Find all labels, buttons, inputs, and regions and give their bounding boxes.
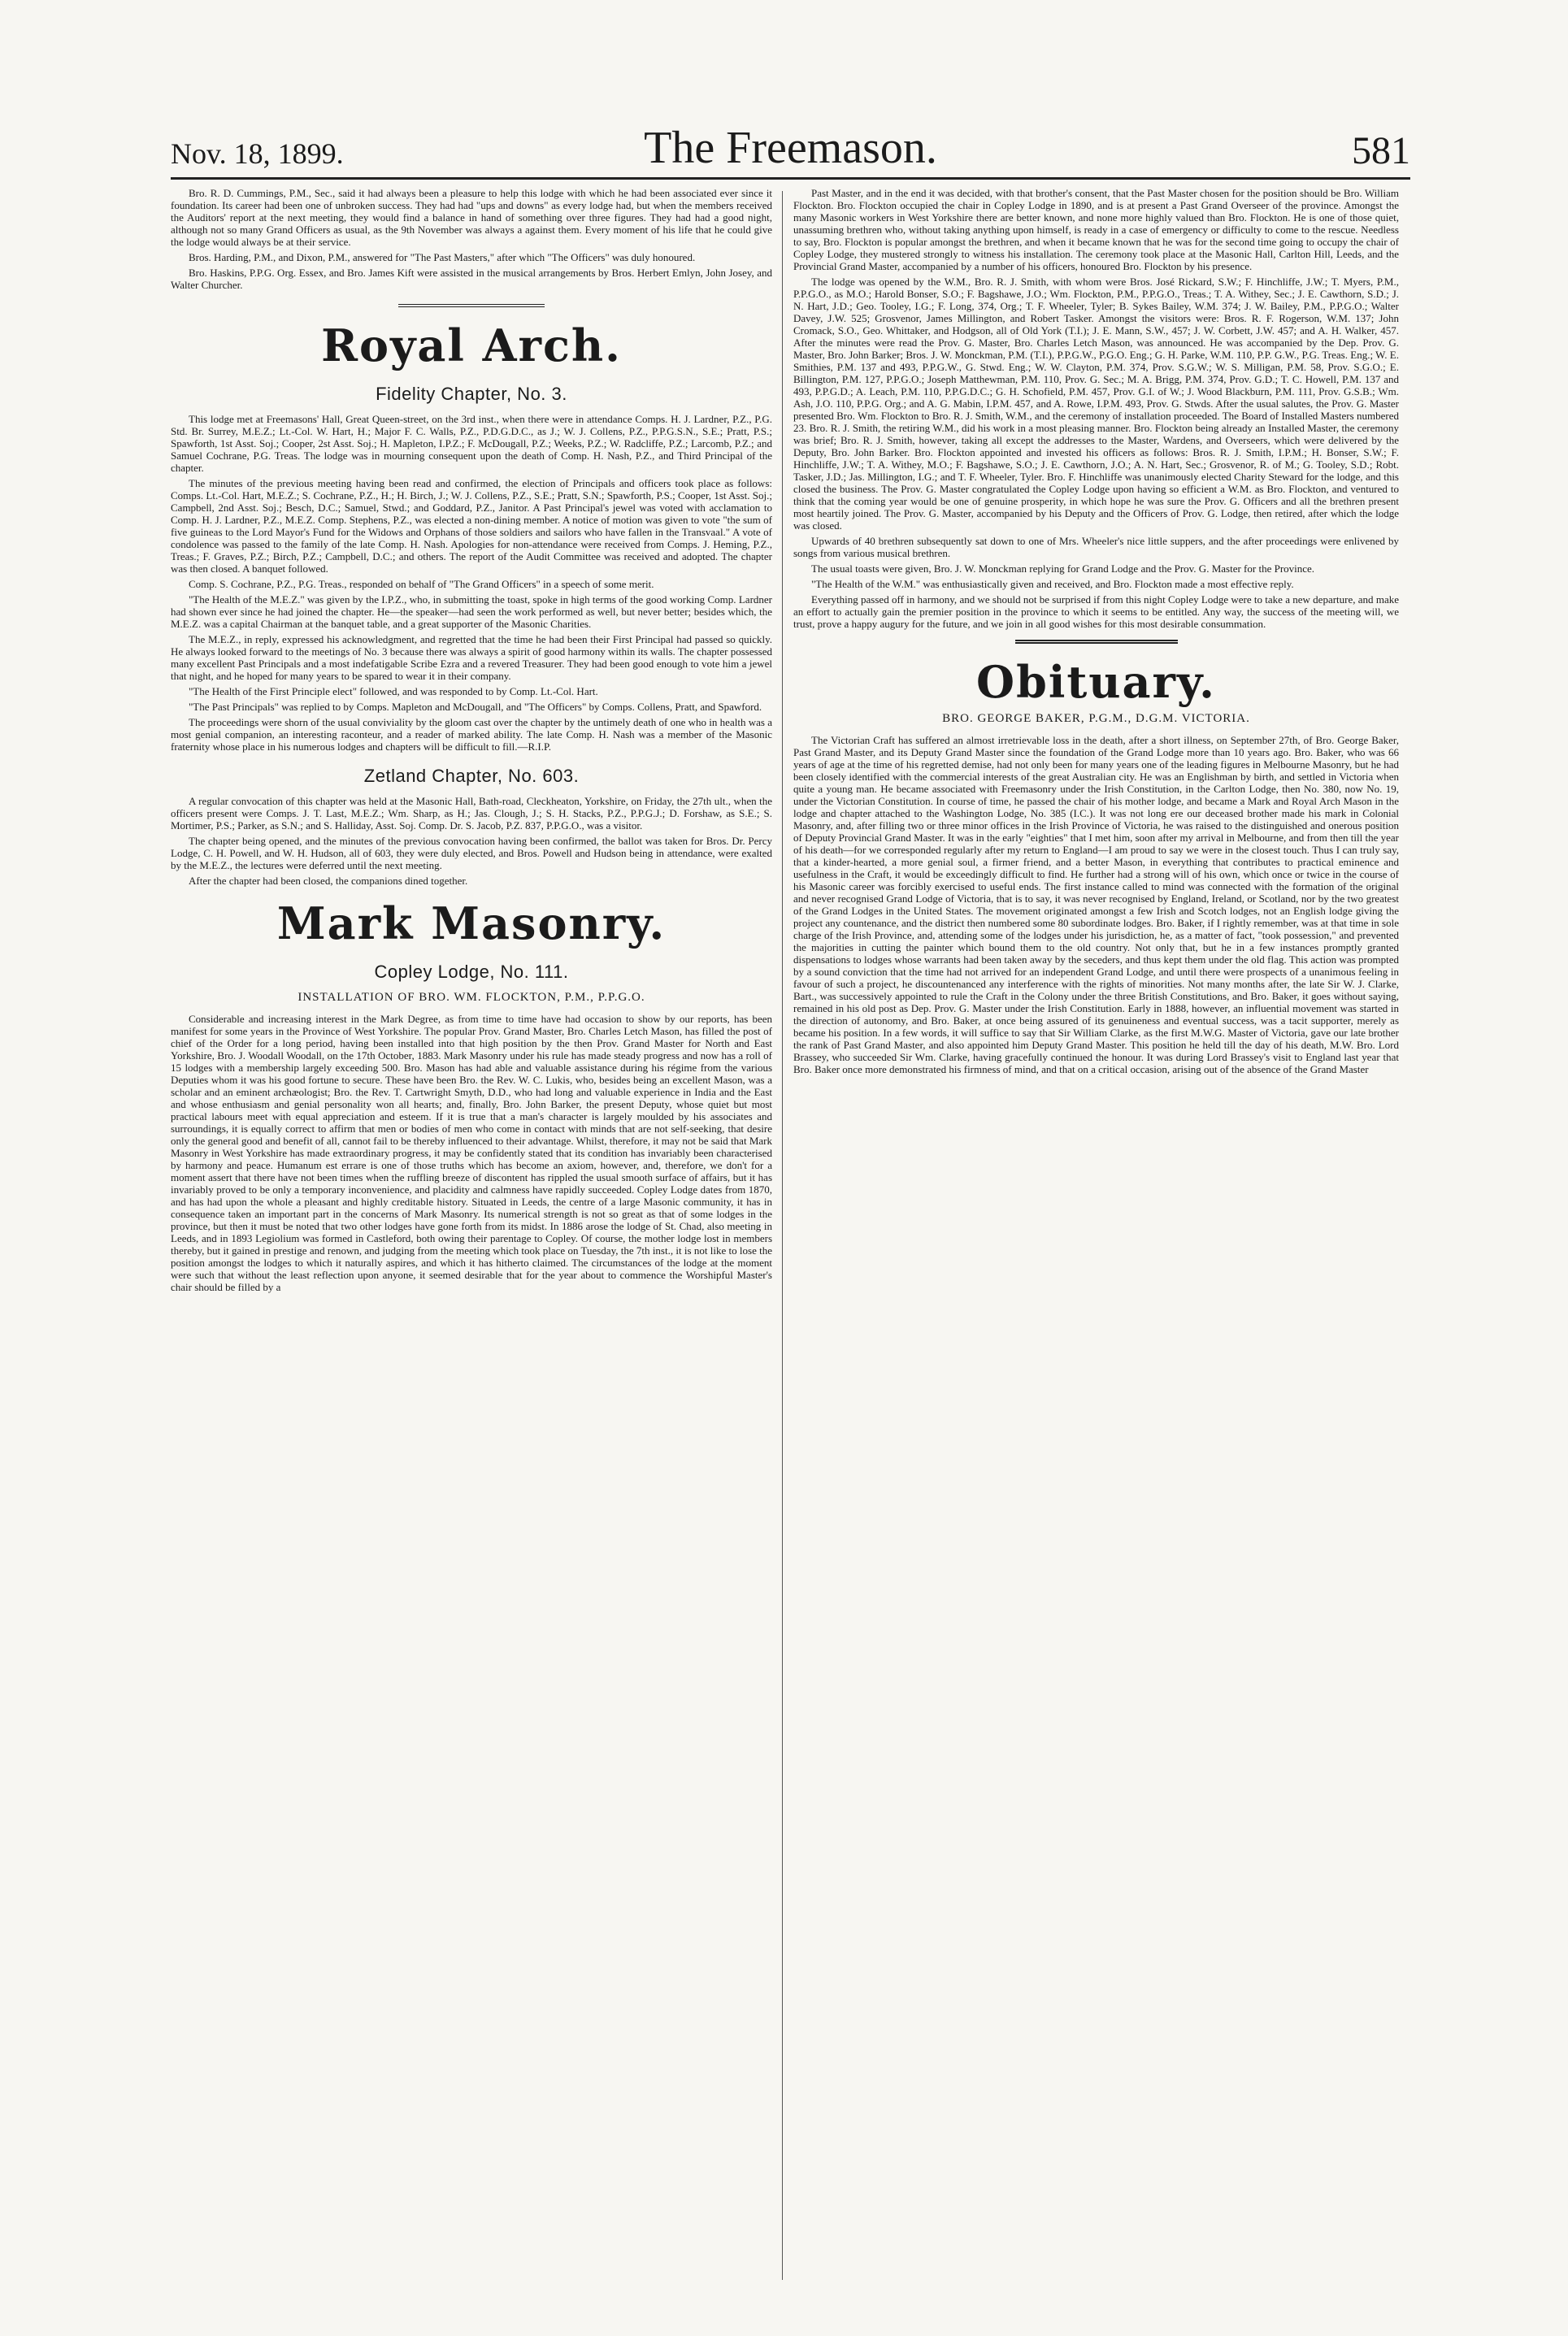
copley-paragraph: Considerable and increasing interest in the Mark Degree, as from time to time have had occasion to show by our reports, has been manifest for some years in the Province of West Yorkshire. The popular Prov. Grand Master, Bro. Charles Letch Mason, has filled the post of chief of the Order for a long period, having been installed into that high position by the then Prov. Grand Master for North and East Yorkshire, Bro. J. Woodall Woodall, on the 17th October, 1883. Mark Masonry under his rule has made steady progress and now has a roll of 15 lodges with a membership largely exceeding 500. Bro. Mason has had able and valuable assistance during his régime from the various Deputies whom it was his good fortune to secure. These have been Bro. the Rev. W. C. Lukis, who, besides being an excellent Mason, was a scholar and an eminent archæologist; Bro. the Rev. T. Cartwright Smyth, D.D., who had long and valuable experience in India and the East and whose enthusiasm and genial personality won all hearts; and, finally, Bro. John Barker, the present Deputy, whose quiet but most practical labours meet with equal appreciation and esteem. If it is true that a man's character is largely moulded by his associates and surroundings, it is equally correct to affirm that men or bodies of men who come in contact with minds that are not self-seeking, that desire only the general good and benefit of all, cannot fail to be thereby influenced to their advantage. Whilst, therefore, it may not be said that Mark Masonry in West Yorkshire has made extraordinary progress, it may be confidently stated that its condition has invariably been characterised by harmony and peace. Humanum est errare is one of those truths which has become an axiom, however, and, therefore, we don't for a moment assert that there have not been times when the ruffling breeze of discontent has rippled the usual smooth surface of affairs, but it has invariably proved to be only a temporary inconvenience, and placidity and calmness have rapidly succeeded. Copley Lodge dates from 1870, and has had upon the whole a pleasant and highly creditable history. Situated in Leeds, the centre of a large Masonic community, it has in consequence taken an important part in the concerns of Mark Masonry. Its numerical strength is not so great as that of some lodges in the province, but then it must be noted that two other lodges have gone forth from its midst. In 1886 arose the lodge of St. Chad, also meeting in Leeds, and in 1893 Legiolium was formed in Castleford, both owing their parentage to Copley. Of course, the mother lodge lost in members thereby, but it gained in prestige and renown, and judging from the meeting which took place on Tuesday, the 7th inst., it is not like to lose the position amongst the lodges to which it naturally aspires, and which it has hitherto claimed. The circumstances of the lodge at the moment were such that without the least reflection upon anyone, it seemed desirable that for the year about to commence the Worshipful Master's chair should be filled by a: [171, 1013, 772, 1293]
copley-continued-paragraph: The lodge was opened by the W.M., Bro. R. J. Smith, with whom were Bros. José Rickard, S.W.; F. Hinchliffe, J.W.; T. Myers, P.M., P.P.G.O., as M.O.; Harold Bonser, S.O.; F. Bagshawe, J.O.; Wm. Flockton, P.M., P.P.G.O., Treas.; T. A. Withey, Sec.; J. E. Cawthorn, S.D.; J. N. Hart, J.D.; Geo. Tooley, I.G.; F. Long, 374, Org.; T. F. Wheeler, Tyler; B. Sykes Bailey, W.M. 374; J. W. Bailey, P.M., P.P.G.O.; Walter Davey, J.W. 525; Grosvenor, James Millington, and Robert Tasker. Amongst the visitors were: Bros. R. F. Rogerson, W.M. 137; John Cromack, S.O., Geo. Whittaker, and Hodgson, all of Old York (T.I.); J. E. Mann, S.W., 457; J. W. Corbett, J.W. 457; and A. H. Walker, 457. After the minutes were read the Prov. G. Master, Bro. Charles Letch Mason, was announced. He was accompanied by the Dep. Prov. G. Master, Bro. John Barker; Bros. J. W. Monckman, P.M. (T.I.), P.P.G.W., P.G.O. Eng.; G. H. Parke, W.M. 110, P.P. G.W., P.G. Treas. Eng.; W. E. Smithies, P.M. 137 and 493, P.P.G.W., G. Stwd. Eng.; W. W. Clayton, P.M. 374, Prov. S.G.W.; W. S. Milligan, P.M. 58, Prov. S.G.O.; E. Billington, P.M. 127, P.P.G.O.; Joseph Matthewman, P.M. 110, Prov. G. Sec.; M. A. Brigg, P.M. 374, Prov. G.D.; T. C. Howell, P.M. 137 and 493, P.P.G.D.; A. Leach, P.M. 110, P.P.G.D.C.; G. H. Schofield, P.M. 457, Prov. G.I. of W.; J. Wood Blackburn, P.M. 111, Prov. G.S.B.; Wm. Ash, J.O. 110, P.P.G. Org.; and A. G. Mabin, I.P.M. 457, and A. Rowe, I.P.M. 493, Prov. G. Stwds. After the usual salutes, the Prov. G. Master presented Bro. Wm. Flockton to Bro. R. J. Smith, W.M., and the ceremony of installation proceeded. The Board of Installed Masters numbered 23. Bro. R. J. Smith, the retiring W.M., did his work in a most pleasing manner. Bro. Flockton being already an Installed Master, the ceremony was brief; Bro. R. J. Smith, however, taking all except the addresses to the Master, Wardens, and Overseers, which were delivered by the Deputy, Bro. John Barker. Bro. Flockton appointed and invested his officers as follows: Bros. R. J. Smith, I.P.M.; H. Bonser, S.W.; F. Hinchliffe, J.W.; T. A. Withey, M.O.; F. Bagshawe, S.O.; J. E. Cawthorn, J.O.; A. N. Hart, Sec.; Grosvenor, R. of M.; G. Tooley, S.D.; Robt. Tasker, J.D.; Jas. Millington, I.G.; and T. F. Wheeler, Tyler. Bro. F. Hinchliffe was unanimously elected Charity Steward for the lodge, and this closed the business. The Prov. G. Master congratulated the Copley Lodge upon having so efficient a W.M. as Bro. Flockton, and ventured to think that the coming year would be one of genuine prosperity, in which hope he was sure the Prov. G. Officers and all the brethren present most heartily joined. The Prov. G. Master, accompanied by his Deputy and the Officers of Prov. G. Lodge, then retired, after which the lodge was closed.: [793, 276, 1399, 532]
installation-caption: INSTALLATION OF BRO. WM. FLOCKTON, P.M., P.P.G.O.: [298, 991, 645, 1004]
fidelity-chapter-title: Fidelity Chapter, No. 3.: [376, 384, 567, 404]
copley-continued-paragraph: "The Health of the W.M." was enthusiastically given and received, and Bro. Flockton made a most effective reply.: [811, 578, 1294, 590]
copley-continued-paragraph: The usual toasts were given, Bro. J. W. Monckman replying for Grand Lodge and the Prov. G. Master for the Province.: [811, 562, 1315, 575]
masthead-rule: [171, 177, 1410, 180]
copley-lodge-title: Copley Lodge, No. 111.: [374, 962, 569, 982]
zetland-chapter-title: Zetland Chapter, No. 603.: [363, 766, 580, 786]
fidelity-paragraph: The minutes of the previous meeting having been read and confirmed, the election of Principals and officers took place as follows: Comps. Lt.-Col. Hart, M.E.Z.; S. Cochrane, P.Z., H.; H. Birch, J.; W. J. Collens, P.Z., S.E.; Pratt, S.N.; Spawforth, P.S.; Cooper, 1st Asst. Soj.; Campbell, 2nd Asst. Soj.; Besch, D.C.; Samuel, Stwd.; and Goddard, P.Z., Janitor. A Past Principal's jewel was voted with acclamation to Comp. H. J. Lardner, P.Z., M.E.Z. Comp. Stephens, P.Z., was elected a non-dining member. A notice of motion was given to vote "the sum of five guineas to the Lord Mayor's Fund for the Widows and Orphans of those soldiers and sailors who have fallen in the Transvaal." A vote of condolence was passed to the family of the late Comp. H. Nash. Apologies for non-attendance were received from Comps. J. Heming, P.Z., Treas.; F. Graves, P.Z.; Birch, P.Z.; Campbell, D.C.; and others. The report of the Audit Committee was received and adopted. The chapter was then closed. A banquet followed.: [171, 477, 772, 575]
copley-continued-paragraph: Everything passed off in harmony, and we should not be surprised if from this night Copley Lodge were to take a new departure, and make an effort to actually gain the premier position in the province to which it seems to be entitled. Any way, the success of the meeting will, we trust, prove a happy augury for the future, and we join in all good wishes for this most desirable consummation.: [793, 593, 1399, 630]
fidelity-paragraph: The proceedings were shorn of the usual conviviality by the gloom cast over the chapter by the untimely death of one who in health was a most genial companion, an interesting raconteur, and a reader of marked ability. The late Comp. H. Nash was a member of the Masonic fraternity whose place in his numerous lodges and chapters will be difficult to fill.—R.I.P.: [171, 716, 772, 753]
copley-continued-paragraph: Past Master, and in the end it was decided, with that brother's consent, that the Past Master chosen for the position should be Bro. William Flockton. Bro. Flockton occupied the chair in Copley Lodge in 1890, and is at present a Past Grand Overseer of the province. Amongst the many Masonic workers in West Yorkshire there are better known, and none more highly valued than Bro. Flockton. He is one of those quiet, unassuming brethren who, without taking anything upon himself, is ready in a case of emergency or difficulty to come to the rescue. Needless to say, Bro. Flockton is popular amongst the brethren, and when it became known that he was for the second time going to occupy the chair of Copley Lodge, they mustered strongly to witness his installation. The ceremony took place at the Masonic Hall, Carlton Hill, Leeds, and the Provincial Grand Master, accompanied by a number of his officers, honoured Bro. Flockton by his presence.: [793, 187, 1399, 272]
fidelity-paragraph: "The Past Principals" was replied to by Comps. Mapleton and McDougall, and "The Officers" by Comps. Collens, Pratt, and Spawford.: [189, 701, 762, 713]
intro-paragraph: Bro. Haskins, P.P.G. Org. Essex, and Bro. James Kift were assisted in the musical arrangements by Bros. Herbert Emlyn, John Josey, and Walter Churcher.: [171, 267, 772, 291]
fidelity-paragraph: "The Health of the M.E.Z." was given by the I.P.Z., who, in submitting the toast, spoke in high terms of the good working Comp. Lardner had shown ever since he had joined the chapter. He—the speaker—had seen the work performed as well, but never better; besides which, the M.E.Z. was a capital Chairman at the banquet table, and a great supporter of the Masonic Charities.: [171, 593, 772, 630]
obituary-title: BRO. GEORGE BAKER, P.G.M., D.G.M. VICTORIA.: [942, 712, 1250, 725]
section-divider: [1015, 640, 1178, 645]
column-rule: [782, 191, 783, 2280]
fidelity-paragraph: The M.E.Z., in reply, expressed his acknowledgment, and regretted that the time he had been their First Principal had passed so quickly. He always looked forward to the meetings of No. 3 because there was always a spirit of good harmony within its walls. The chapter possessed many excellent Past Principals and a most indefatigable Scribe Ezra and a revered Treasurer. They had been good enough to vote him a jewel that night, and he hoped for many years to be spared to wear it in their company.: [171, 633, 772, 682]
obituary-heading: Obituary.: [976, 656, 1216, 708]
issue-date: Nov. 18, 1899.: [171, 137, 344, 170]
copley-continued-paragraph: Upwards of 40 brethren subsequently sat down to one of Mrs. Wheeler's nice little suppers, and the after proceedings were enlivened by songs from various musical brethren.: [793, 535, 1399, 559]
right-column: [793, 187, 1399, 2284]
fidelity-paragraph: "The Health of the First Principle elect" followed, and was responded to by Comp. Lt.-Col. Hart.: [189, 685, 598, 697]
newspaper-title: The Freemason.: [644, 123, 937, 173]
fidelity-paragraph: This lodge met at Freemasons' Hall, Great Queen-street, on the 3rd inst., when there were in attendance Comps. H. J. Lardner, P.Z., P.G. Std. Br. Surrey, M.E.Z.; Lt.-Col. W. Hart, H.; Major F. C. Walls, P.Z., P.D.G.D.C., as J.; W. J. Collens, P.Z., P.P.G.S.N., S.E.; Pratt, P.S.; Spawforth, 1st Asst. Soj.; Cooper, 2st Asst. Soj.; H. Mapleton, I.P.Z.; F. McDougall, P.Z.; Weeks, P.Z.; W. Radcliffe, P.Z.; Larcomb, P.Z.; and Samuel Cochrane, P.G. Treas. The lodge was in mourning consequent upon the death of Comp. H. Nash, P.Z., and Third Principal of the chapter.: [171, 413, 772, 474]
masthead: [171, 122, 1410, 179]
intro-paragraph: Bros. Harding, P.M., and Dixon, P.M., answered for "The Past Masters," after which "The Officers" was duly honoured.: [189, 251, 696, 263]
left-column: [171, 187, 772, 2284]
intro-paragraph: Bro. R. D. Cummings, P.M., Sec., said it had always been a pleasure to help this lodge with which he had been associated ever since it foundation. Its career had been one of unbroken success. They had had "ups and downs" as every lodge had, but when the members received the Auditors' report at the next meeting, they would find a balance in hand of something over three figures. They had had a good night, although not so many Grand Officers as usual, as the 9th November was always a against them. Every moment of his life that he could give the lodge would always be at their service.: [171, 187, 772, 248]
section-divider: [398, 304, 545, 309]
royal-arch-heading: Royal Arch.: [321, 319, 622, 371]
page-number: 581: [1352, 129, 1410, 172]
fidelity-paragraph: Comp. S. Cochrane, P.Z., P.G. Treas., responded on behalf of "The Grand Officers" in a speech of some merit.: [189, 578, 654, 590]
zetland-paragraph: A regular convocation of this chapter was held at the Masonic Hall, Bath-road, Cleckheaton, Yorkshire, on Friday, the 27th ult., when the officers present were Comps. J. T. Last, M.E.Z.; Wm. Sharp, as H.; Jas. Clough, J.; S. H. Stacks, P.Z., P.P.G.J.; D. Forshaw, as S.E.; S. Mortimer, P.S.; Parker, as S.N.; and S. Halliday, Asst. Soj. Comp. Dr. S. Jacob, P.Z. 837, P.P.G.O., was a visitor.: [171, 795, 772, 831]
zetland-paragraph: The chapter being opened, and the minutes of the previous convocation having been confirmed, the ballot was taken for Bros. Dr. Percy Lodge, C. H. Powell, and W. H. Hudson, all of 603, they were duly elected, and Bros. Powell and Hudson being in attendance, were exalted by the M.E.Z., the lectures were deferred until the next meeting.: [171, 835, 772, 871]
mark-masonry-heading: Mark Masonry.: [276, 897, 667, 949]
zetland-paragraph: After the chapter had been closed, the companions dined together.: [189, 875, 468, 887]
obituary-paragraph: The Victorian Craft has suffered an almost irretrievable loss in the death, after a short illness, on September 27th, of Bro. George Baker, Past Grand Master, and its Deputy Grand Master since the foundation of the Grand Lodge more than 10 years ago. Bro. Baker, who was 66 years of age at the time of his regretted demise, had not only been for many years one of the leading figures in Melbourne Masonry, but he had been closely identified with the commercial interests of the great Australian city. He was an Englishman by birth, and settled in Victoria when quite a young man. He became associated with Freemasonry under the Irish Constitution, in the Carlton Lodge, then No. 380, now No. 19, under the Victorian Constitution. In course of time, he passed the chair of his mother lodge, and became a Mark and Royal Arch Mason in the lodge and chapter attached to the Washington Lodge, No. 385 (I.C.). It was not long ere our deceased brother made his mark in Colonial Masonry, and, after filling two or three minor offices in the Irish Province of Victoria, he was raised to the distinguished and onerous position of Deputy Provincial Grand Master. It was in the early "eighties" that I met him, soon after my arrival in Melbourne, and from then till the year of his death—for we corresponded regularly after my return to England—I am proud to say we were in the closest touch. Thus I can truly say, that a kinder-hearted, a more genial soul, a firmer friend, and a better Mason, in everything that contributes to practical eminence and usefulness in the Craft, it would be exceedingly difficult to find. He further had a strong will of his own, which once or twice in the course of his Masonic career was forcibly exercised to useful ends. The first instance called to mind was connected with the formation of the original and never recognised Grand Lodge of Victoria, that is to say, it was never recognised by England, Ireland, or Scotland, nor by the two greatest of the Grand Lodges in the United States. The movement originated amongst a few Irish and Scotch lodges, not an English lodge giving the project any countenance, and the district then numbered some 80 subordinate lodges. Bro. Baker, if I rightly remember, was at that time in sole charge of the Irish Province, and, attending some of the lodges under his jurisdiction, he, as a matter of fact, "took possession," and prevented the majorities in cutting the painter which bound them to the old country. Not only that, but he in a few instances promptly granted dispensations to lodges whose warrants had been taken away by the seceders, and thus kept them under the old flag. This action was prompted by a sound conviction that the time had not arrived for an independent Grand Lodge, and until there were prospects of a unanimous feeling in favour of such a project, he discountenanced any interference with the rights of minorities. Not many months after, the late Sir W. J. Clarke, Bart., was successively appointed to rule the Craft in the Colony under the three British Constitutions, and Bro. Baker, it goes without saying, remained in his old post as Dep. Prov. G. Master under the Irish Constitution. Early in 1888, however, an influential movement was started in the direction of autonomy, and Bro. Baker, at once being assured of its genuineness and eventual success, was a tacit supporter, merely as became his position. In a few words, it will suffice to say that Sir William Clarke, as the first M.W.G. Master of Victoria, gave our late brother the rank of Past Grand Master, and also appointed him Deputy Grand Master. This position he held till the day of his death, M.W. Bro. Lord Brassey, who succeeded Sir Wm. Clarke, having gracefully continued the honour. It was during Lord Brassey's visit to England last year that Bro. Baker once more demonstrated his firmness of mind, and that on a critical occasion, arising out of the absence of the Grand Master: [793, 734, 1399, 1075]
